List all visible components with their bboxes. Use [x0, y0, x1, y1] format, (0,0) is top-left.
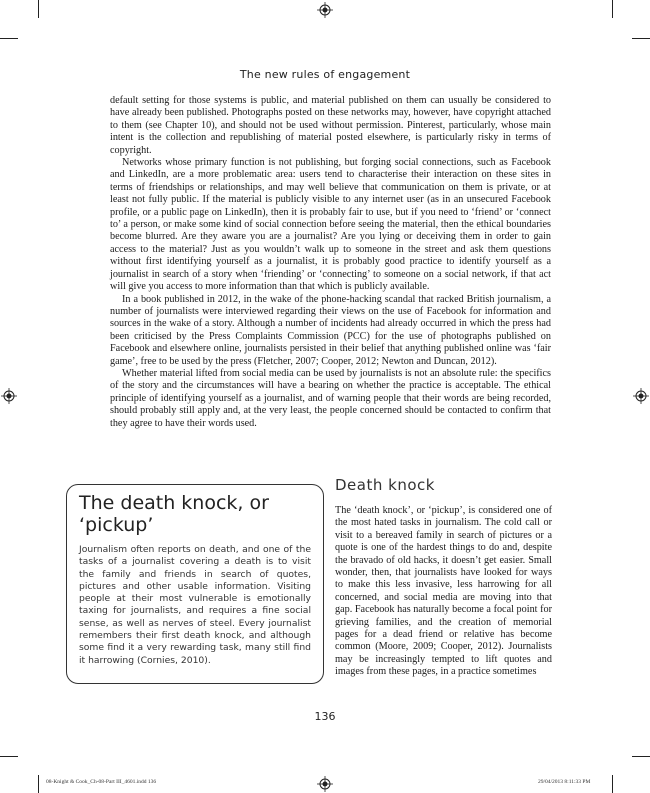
sidebar-box — [66, 484, 324, 684]
slug-right: 29/04/2013 8:11:33 PM — [538, 779, 591, 785]
section-text: The ‘death knock’, or ‘pickup’, is considered one of the most hated tasks in journalism. The cold call or visit to a bereaved family in search of pictures or a quote is one of the hardest things to do and, despite the bravado of old hacks, it doesn’t get easier. Small wonder, then, that journalists have looked for ways to make this less invasive, less harrowing for all concerned, and social media are moving into that gap. Facebook has naturally become a focal point for grieving families, and the creation of memorial pages for a dead friend or relative has become common (Moore, 2009; Cooper, 2012). Journalists may be increasingly tempted to lift quotes and images from these pages, in a practice sometimes — [335, 505, 552, 678]
crop-mark — [38, 775, 39, 793]
crop-mark — [0, 38, 18, 39]
crop-mark — [632, 38, 650, 39]
paragraph: default setting for those systems is public, and material published on them can usually be considered to have already been published. Photographs posted on these networks may, however, have copyright attached to them (see Chapter 10), and should not be used without permission. Pinterest, particularly, whose main intent is the collection and republishing of material posted elsewhere, is particularly risky in terms of copyright. — [110, 95, 551, 156]
crop-mark — [38, 0, 39, 18]
registration-mark-icon — [1, 388, 17, 404]
box-title: The death knock, or ‘pickup’ — [79, 492, 269, 536]
registration-mark-icon — [317, 2, 333, 18]
running-head: The new rules of engagement — [239, 68, 411, 81]
crop-mark — [612, 0, 613, 18]
crop-mark — [632, 756, 650, 757]
paragraph: Networks whose primary function is not publishing, but forging social connections, such as Facebook and LinkedIn, are a more problematic area: users tend to characterise their interaction on these sites in terms of friendships or relationships, and may well believe that communication on them is private, or at least not fully public. If the material is publicly visible to any internet user (as in an unsecured Facebook profile, or a public page on LinkedIn), then it is probably fair to use, but if you need to ‘friend’ or ‘connect to’ a person, or make some kind of social connection before seeing the material, then the ethical boundaries become blurred. Are they aware you are a journalist? Are you lying or deceiving them in order to gain access to the material? Just as you wouldn’t walk up to someone in the street and ask them questions without first identifying yourself as a journalist, it is probably good practice to identify yourself as a journalist in search of a story when ‘friending’ or ‘connecting’ to someone on a social network, if that act will give you access to more information than that which is publicly available. — [110, 157, 551, 293]
registration-mark-icon — [633, 388, 649, 404]
body-text — [110, 95, 551, 430]
page-number: 136 — [314, 710, 336, 723]
crop-mark — [612, 775, 613, 793]
crop-mark — [0, 756, 18, 757]
box-text: Journalism often reports on death, and one of the tasks of a journalist covering a death is to visit the family and friends in search of quotes, pictures and other usable information. Visiting people at their most vulnerable is emotionally taxing for journalists, and requires a fine social sense, as well as nerves of steel. Every journalist remembers their first death knock, and although some find it a very rewarding task, many still find it harrowing (Cornies, 2010). — [79, 544, 311, 666]
death-knock-section — [335, 476, 552, 679]
paragraph: In a book published in 2012, in the wake of the phone-hacking scandal that racked British journalism, a number of journalists were interviewed regarding their views on the use of Facebook for information and sources in the wake of a story. Although a number of incidents had already occurred in which the press had been criticised by the Press Complaints Commission (PCC) for the use of photographs published on Facebook and elsewhere online, journalists persisted in their belief that anything published online was ‘fair game’, free to be used by the press (Fletcher, 2007; Cooper, 2012; Newton and Duncan, 2012). — [110, 293, 551, 367]
registration-mark-icon — [317, 776, 333, 792]
paragraph: Whether material lifted from social media can be used by journalists is not an absolute rule: the specifics of the story and the circumstances will have a bearing on whether the practice is acceptable. The ethical principle of identifying yourself as a journalist, and of warning people that their words are being recorded, should probably still apply and, at the very least, the people concerned should be contacted to confirm that they agree to have their words used. — [110, 367, 551, 429]
section-heading: Death knock — [335, 476, 435, 494]
slug-left: 08-Knight & Cook_Ch-08-Part III_4601.indd 136 — [46, 779, 157, 785]
